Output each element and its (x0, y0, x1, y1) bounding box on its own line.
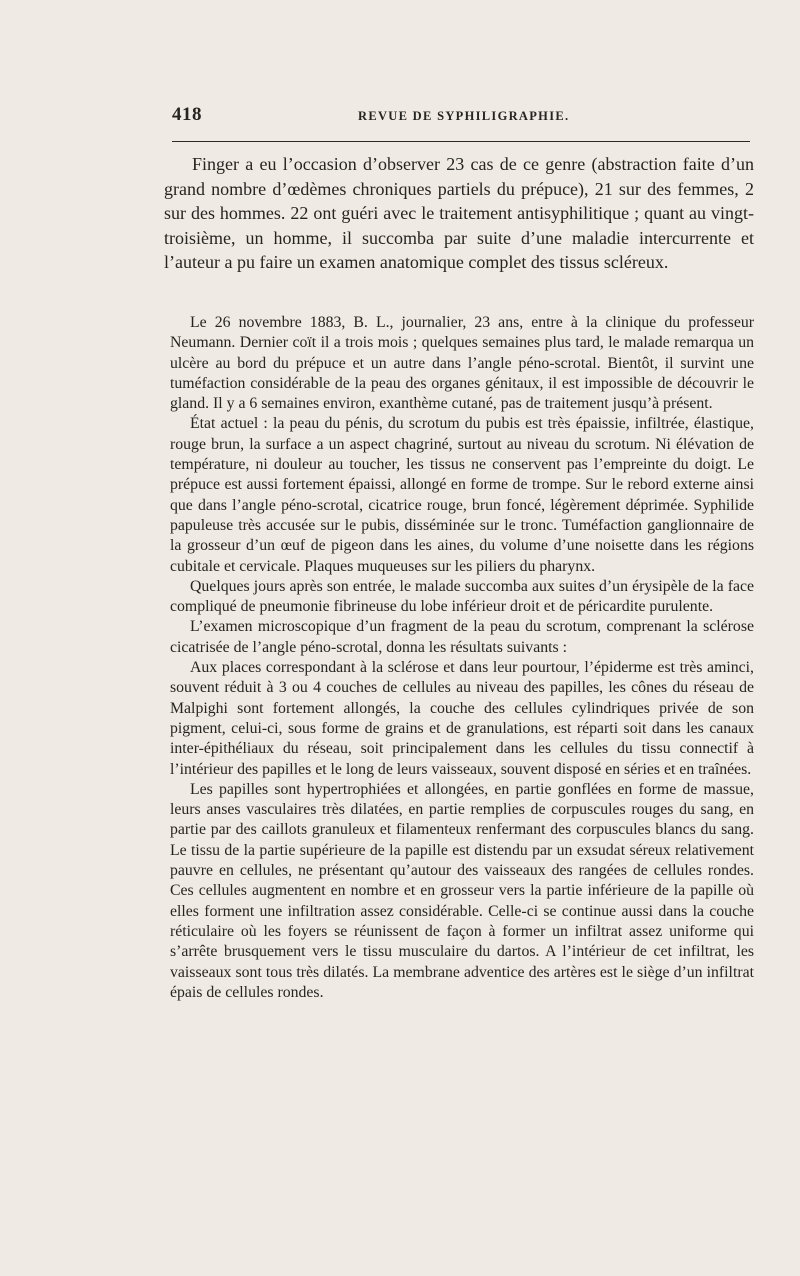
paragraph-current-state: État actuel : la peau du pénis, du scrotum du pubis est très épaissie, infiltrée, élastique, rouge brun, la surface a un aspect chagriné, surtout au niveau du scrotum. Ni élévation de température, ni douleur au toucher, les tissus ne conservent pas l’empreinte du doigt. Le prépuce est aussi fortement épaissi, allongé en forme de trompe. Sur le rebord externe ainsi que dans l’angle péno-scrotal, cicatrice rouge, brun foncé, légèrement déprimée. Syphilide papuleuse très accusée sur le pubis, disséminée sur le tronc. Tuméfaction ganglionnaire de la grosseur d’un œuf de pigeon dans les aines, du volume d’une noisette dans les régions cubitale et cervicale. Plaques muqueuses sur les piliers du pharynx. (170, 415, 754, 575)
lead-paragraph: Finger a eu l’occasion d’observer 23 cas de ce genre (abstraction faite d’un grand nombre d’œdèmes chroniques partiels du prépuce), 21 sur des femmes, 2 sur des hommes. 22 ont guéri avec le traitement antisyphilitique ; quant au vingt-troisième, un homme, il succomba par suite d’une maladie intercurrente et l’auteur a pu faire un examen anatomique complet des tissus scléreux. (164, 154, 754, 273)
header-rule (172, 141, 750, 142)
paragraph-death: Quelques jours après son entrée, le malade succomba aux suites d’un érysipèle de la face compliqué de pneumonie fibrineuse du lobe inférieur droit et de péricardite purulente. (170, 577, 754, 616)
lead-paragraph-block (164, 152, 754, 275)
paragraph-case-history: Le 26 novembre 1883, B. L., journalier, 23 ans, entre à la clinique du professeur Neumann. Dernier coït il a trois mois ; quelques semaines plus tard, le malade remarqua un ulcère au bord du prépuce et un autre dans l’angle péno-scrotal. Bientôt, il survint une tuméfaction considérable de la peau des organes génitaux, il est impossible de découvrir le gland. Il y a 6 semaines environ, exanthème cutané, pas de traitement jusqu’à présent. (170, 314, 754, 413)
page-number: 418 (172, 104, 202, 125)
running-title: REVUE DE SYPHILIGRAPHIE. (358, 109, 570, 123)
running-header (172, 104, 750, 130)
case-report-body (170, 313, 754, 1003)
paragraph-epidermis: Aux places correspondant à la sclérose et dans leur pourtour, l’épiderme est très aminci, souvent réduit à 3 ou 4 couches de cellules au niveau des papilles, les cônes du réseau de Malpighi sont fortement allongés, la couche des cellules cylindriques privée de son pigment, celui-ci, sous forme de grains et de granulations, est réparti soit dans les canaux inter-épithéliaux du réseau, soit principalement dans les cellules du tissu connectif à l’intérieur des papilles et le long de leurs vaisseaux, souvent disposé en séries et en traînées. (170, 659, 754, 778)
paragraph-microscopic-intro: L’examen microscopique d’un fragment de la peau du scrotum, comprenant la sclérose cicatrisée de l’angle péno-scrotal, donna les résultats suivants : (170, 618, 754, 656)
paragraph-papillae: Les papilles sont hypertrophiées et allongées, en partie gonflées en forme de massue, leurs anses vasculaires très dilatées, en partie remplies de corpuscules rouges du sang, en partie par des caillots granuleux et filamenteux renfermant des corpuscules blancs du sang. Le tissu de la partie supérieure de la papille est distendu par un exsudat séreux relativement pauvre en cellules, ne présentant qu’autour des vaisseaux des rangées de cellules rondes. Ces cellules augmentent en nombre et en grosseur vers la partie inférieure de la papille où elles forment une infiltration assez considérable. Celle-ci se continue aussi dans la couche réticulaire où les foyers se réunissent de façon à former un infiltrat assez uniforme qui s’arrête brusquement vers le tissu musculaire du dartos. A l’intérieur de cet infiltrat, les vaisseaux sont tous très dilatés. La membrane adventice des artères est le siège d’un infiltrat épais de cellules rondes. (170, 780, 754, 1001)
